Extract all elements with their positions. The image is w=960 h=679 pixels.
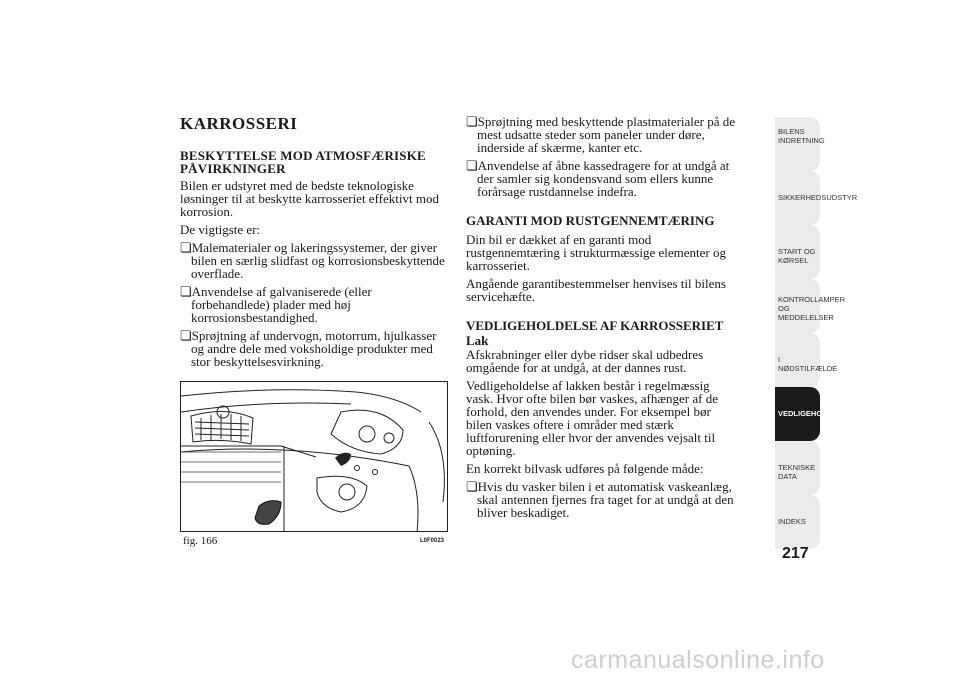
tab-i-nodstilfaelde[interactable]: I NØDSTILFÆLDE [775,333,820,387]
tab-sikkerhedsudstyr[interactable]: SIKKERHEDSUDSTYR [775,171,820,225]
lead-paragraph: De vigtigste er: [180,222,261,237]
tab-tekniske-data[interactable]: TEKNISKE DATA [775,441,820,495]
lak-paragraph: Vedligeholdelse af lakken består i regelmæssig vask. Hvor ofte bilen bør vaskes, afhænger af de forhold, den anvendes under. For eksempel bør bilen vaskes oftere i områder med stærk luftforurening eller hvor der anvendes vejsalt til optøning. [466,378,718,458]
bullet-item: ❏ Anvendelse af galvaniserede (eller forbehandlede) plader med høj korrosionsbestandighed. [180,285,448,324]
tab-kontrollamper[interactable]: KONTROLLAMPER OG MEDDELELSER [775,279,820,333]
intro-paragraph: Bilen er udstyret med de bedste teknologiske løsninger til at beskytte karrosseriet effektivt mod korrosion. [180,178,439,219]
page-number: 217 [782,545,809,562]
figure-caption: fig. 166 [183,535,218,547]
figure-166 [180,381,448,549]
tab-vedligeholdelse[interactable]: VEDLIGEHOLDELSE [775,387,820,441]
bullet-item: ❏ Anvendelse af åbne kassedragere for at undgå at der samler sig kondensvand som ellers kunne forårsage rustdannelse indefra. [466,159,738,198]
bullet-item: ❏ Sprøjtning af undervogn, motorrum, hjulkasser og andre dele med voksholdige produkter med stor beskyttelsesvirkning. [180,329,448,368]
maintenance-heading: VEDLIGEHOLDELSE AF KARROSSERIET [466,318,724,333]
left-column [180,115,448,373]
bullet-item: ❏ Sprøjtning med beskyttende plastmaterialer på de mest udsatte steder som paneler under døre, inderside af skærme, kanter etc. [466,115,738,154]
tab-indeks[interactable]: INDEKS [775,495,820,549]
warranty-paragraph: Din bil er dækket af en garanti mod rustgennemtæring i strukturmæssige elementer og karrosseriet. [466,232,726,273]
car-front-illustration [180,381,448,532]
lak-heading: Lak [466,333,489,348]
tab-start-og-korsel[interactable]: START OG KØRSEL [775,225,820,279]
bullet-item: ❏ Hvis du vasker bilen i et automatisk vaskeanlæg, skal antennen fjernes fra taget for at undgå at den bliver beskadiget. [466,480,738,519]
car-front-drawing [181,382,448,532]
bullet-item: ❏ Malematerialer og lakeringssystemer, der giver bilen en særlig slidfast og korrosionsbeskyttende overflade. [180,241,448,280]
warranty-paragraph: Angående garantibestemmelser henvises til bilens servicehæfte. [466,276,726,304]
right-column [466,115,738,524]
tab-bilens-indretning[interactable]: BILENS INDRETNING [775,117,820,171]
subsection-title: BESKYTTELSE MOD ATMOSFÆRISKE PÅVIRKNINGER [180,148,426,176]
section-title: KARROSSERI [180,114,298,133]
figure-code: L0F0023 [419,538,444,544]
warranty-heading: GARANTI MOD RUSTGENNEMTÆRING [466,213,715,228]
lak-paragraph: En korrekt bilvask udføres på følgende måde: [466,461,704,476]
watermark: carmanualsonline.info [571,646,825,674]
lak-paragraph: Afskrabninger eller dybe ridser skal udbedres omgående for at undgå, at der dannes rust. [466,347,704,375]
